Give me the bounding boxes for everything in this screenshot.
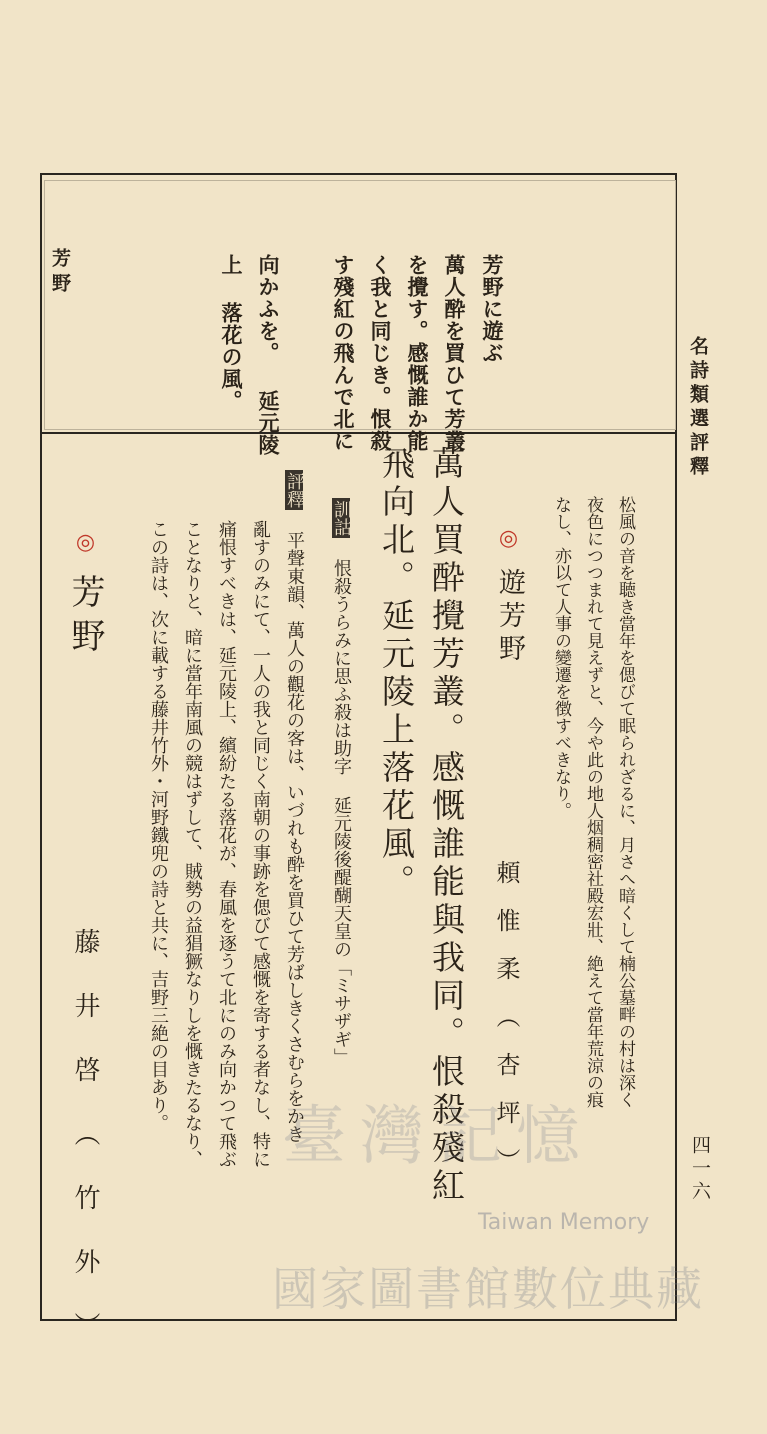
- section-divider: [40, 432, 677, 434]
- watermark-main: 臺灣記憶: [282, 1100, 594, 1174]
- next-poem-author: 藤井啓（竹外）: [70, 928, 100, 1376]
- watermark-library: 國家圖書館數位典藏: [272, 1262, 704, 1316]
- top-poem-line-1: 芳野に遊ぶ: [480, 254, 505, 364]
- page-number: 四一六: [689, 1135, 711, 1204]
- next-poem-mark: ◎: [73, 530, 98, 555]
- top-poem-line-7: 上 落花の風。: [219, 254, 244, 412]
- top-section-title: 芳野: [49, 248, 71, 298]
- hyoshaku-line-4: ことなりと、暗に當年南風の競はずして、賊勢の益猖獗なりしを慨きたるなり、: [182, 520, 203, 1168]
- prev-commentary-line-1: 松風の音を聴き當年を偲びて眠られざるに、月さへ暗くして楠公墓畔の村は深く: [615, 496, 635, 1108]
- hyoshaku-line-5: この詩は、次に載する藤井竹外・河野鐵兜の詩と共に、吉野三絶の目あり。: [148, 520, 169, 1132]
- poem-line-1: 萬人買酔攪芳叢。感慨誰能與我同。恨殺殘紅: [427, 446, 466, 1206]
- hyoshaku-line-3: 痛恨すべきは、延元陵上、繽紛たる落花が、春風を逐うて北にのみ向かつて飛ぶ: [216, 520, 237, 1168]
- next-poem-title: 芳野: [65, 574, 105, 662]
- poem-mark: ◎: [496, 526, 521, 551]
- poem-title: 遊芳野: [494, 568, 525, 667]
- kunko-text: 恨殺うらみに思ふ殺は助字 延元陵後醍醐天皇の「ミサザギ」: [331, 559, 352, 1066]
- top-poem-line-3: を攪す。感慨誰か能: [405, 254, 430, 452]
- poem-line-2: 飛向北。延元陵上落花風。: [377, 446, 416, 902]
- top-poem-line-4: く我と同じき。恨殺: [368, 254, 393, 452]
- hyoshaku-line-2: 亂すのみにて、一人の我と同じく南朝の事跡を偲びて感慨を寄する者なし、特に: [250, 520, 271, 1168]
- kunko-block: [332, 498, 350, 1066]
- hyoshaku-line-1: 評釋 平聲東韻、萬人の觀花の客は、いづれも酔を買ひて芳ばしきくさむらをかき: [284, 472, 305, 1143]
- kunko-tag: 訓詁: [331, 500, 352, 536]
- top-poem-line-6: 向かふを。 延元陵: [256, 254, 281, 456]
- watermark-english: Taiwan Memory: [478, 1210, 650, 1235]
- poem-author: 頼惟柔（杏坪）: [492, 860, 520, 1196]
- top-poem-line-2: 萬人酔を買ひて芳叢: [442, 254, 467, 452]
- book-title: 名詩類選評釋: [687, 336, 709, 480]
- prev-commentary-line-2: 夜色につつまれて見えずと、今や此の地人烟稠密社殿宏壯、絶えて當年荒涼の痕: [583, 496, 603, 1108]
- top-inner-border: [44, 180, 676, 430]
- top-poem-line-5: す殘紅の飛んで北に: [331, 254, 356, 452]
- hyoshaku-tag: 評釋: [284, 472, 305, 508]
- prev-commentary-line-3: なし、亦以て人事の變遷を徴すべきなり。: [551, 496, 571, 819]
